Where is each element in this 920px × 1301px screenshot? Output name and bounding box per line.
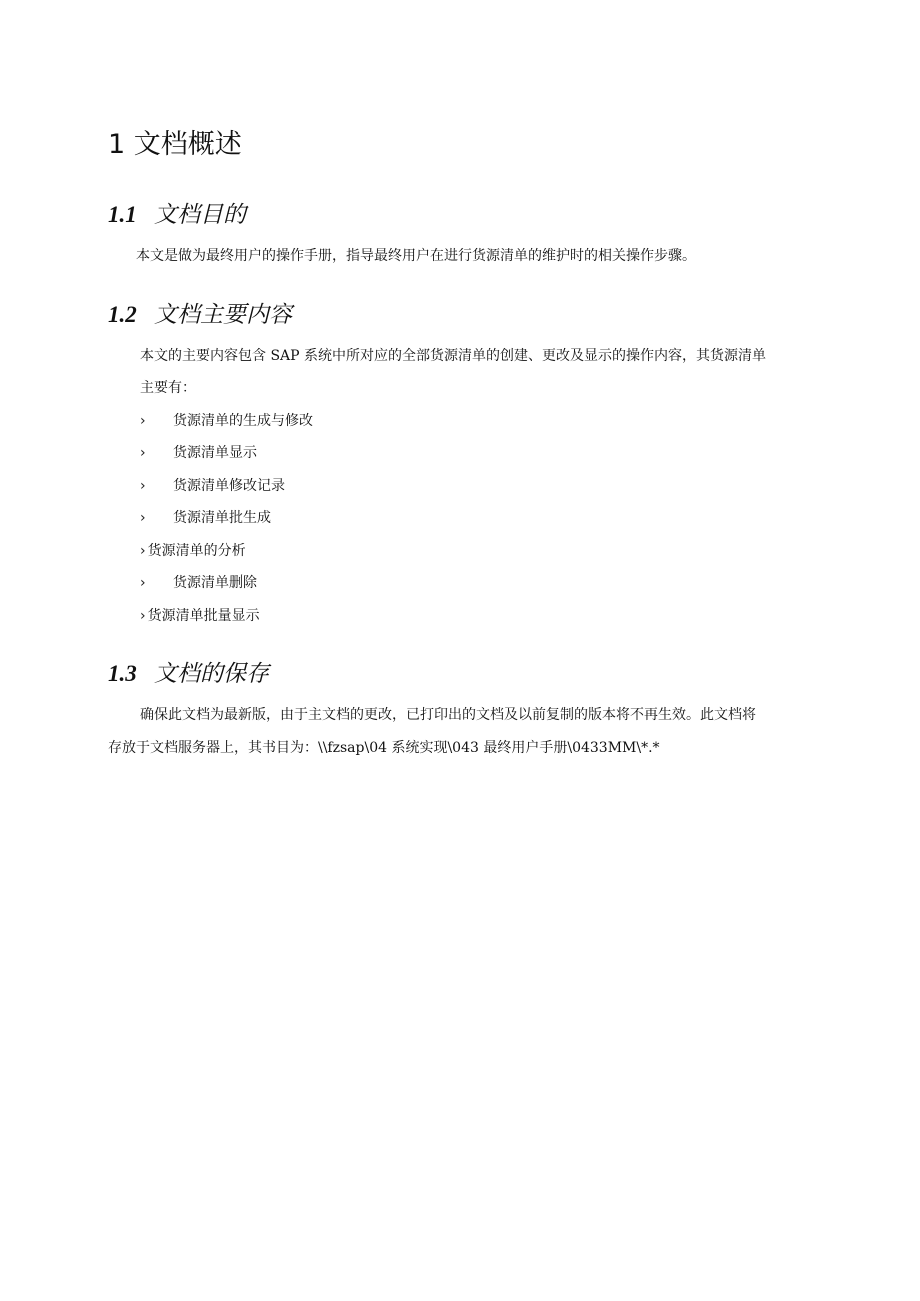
chevron-right-icon: ›	[140, 445, 146, 461]
chevron-right-icon: ›	[140, 608, 146, 624]
section-number: 1.3	[108, 661, 137, 686]
section-heading-1-2	[108, 300, 292, 330]
section-number: 1.2	[108, 302, 137, 327]
storage-paragraph-line-1: 确保此文档为最新版，由于主文档的更改，已打印出的文档及以前复制的版本将不再生效。此文档将	[140, 707, 756, 723]
content-paragraph-line-1: 本文的主要内容包含 SAP 系统中所对应的全部货源清单的创建、更改及显示的操作内容，其货源清单	[140, 348, 767, 364]
purpose-paragraph: 本文是做为最终用户的操作手册，指导最终用户在进行货源清单的维护时的相关操作步骤。	[136, 248, 696, 264]
list-item-label: 货源清单显示	[173, 445, 257, 461]
list-item	[140, 476, 285, 496]
list-item	[140, 541, 246, 561]
content-paragraph-line-2: 主要有：	[140, 380, 196, 396]
list-item-label: 货源清单的分析	[147, 543, 246, 559]
chevron-right-icon: ›	[140, 575, 146, 591]
storage-paragraph-line-2: 存放于文档服务器上，其书目为：\\fzsap\04 系统实现\043 最终用户手册\0433MM\*.*	[108, 740, 660, 756]
list-item	[140, 508, 271, 528]
section-title: 文档的保存	[154, 661, 269, 687]
list-item	[140, 606, 260, 626]
list-item-label: 货源清单的生成与修改	[173, 413, 313, 429]
list-item	[140, 411, 313, 431]
list-item	[140, 573, 257, 593]
chevron-right-icon: ›	[140, 478, 146, 494]
section-title: 文档目的	[154, 202, 246, 228]
section-heading-1-1	[108, 200, 246, 230]
section-title: 文档主要内容	[154, 302, 292, 328]
section-number: 1.1	[108, 202, 137, 227]
list-item-label: 货源清单批生成	[173, 510, 271, 526]
list-item-label: 货源清单批量显示	[147, 608, 260, 624]
chevron-right-icon: ›	[140, 510, 146, 526]
chapter-heading: 1 文档概述	[108, 129, 242, 160]
list-item-label: 货源清单删除	[173, 575, 257, 591]
chevron-right-icon: ›	[140, 543, 146, 559]
list-item	[140, 443, 257, 463]
chevron-right-icon: ›	[140, 413, 146, 429]
list-item-label: 货源清单修改记录	[173, 478, 285, 494]
section-heading-1-3	[108, 659, 269, 689]
